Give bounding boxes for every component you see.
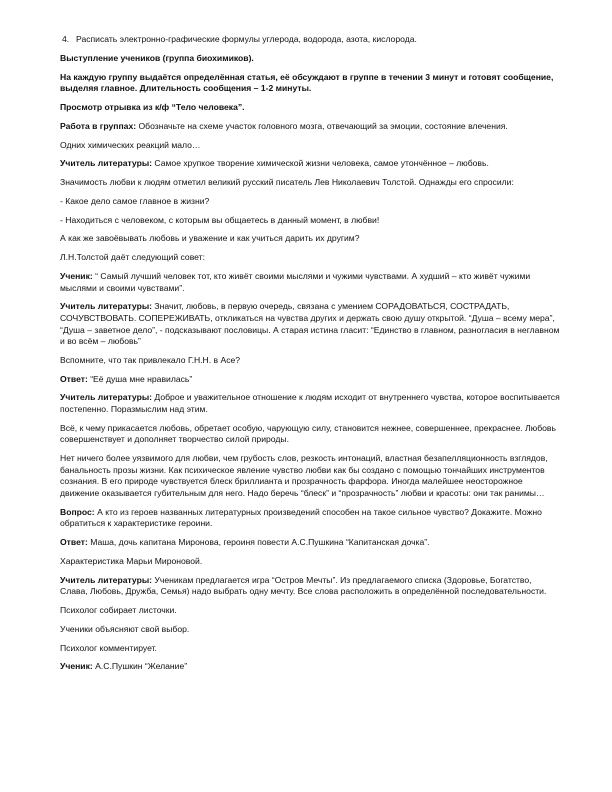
- dialogue-paragraph: [60, 392, 560, 415]
- speaker-label: Вопрос:: [60, 506, 95, 517]
- bold-heading-paragraph: Просмотр отрывка из к/ф “Тело человека”.: [60, 101, 245, 112]
- dialogue-paragraph: [60, 537, 560, 549]
- body-paragraph: Психолог собирает листочки.: [60, 605, 177, 616]
- dialogue-paragraph: [60, 507, 560, 530]
- list-number: 4.: [62, 34, 70, 44]
- dialogue-paragraph: [60, 121, 560, 133]
- speaker-text: Обозначьте на схеме участок головного мозга, отвечающий за эмоции, состояние влечения.: [136, 120, 508, 131]
- speaker-label: Ученик:: [60, 270, 93, 281]
- body-paragraph: Вспомните, что так привлекало Г.Н.Н. в Асе?: [60, 354, 241, 365]
- body-paragraph: Л.Н.Толстой даёт следующий совет:: [60, 252, 205, 263]
- speaker-label: Ученик:: [60, 661, 93, 672]
- speaker-text: “Её душа мне нравилась”: [87, 373, 193, 384]
- bold-heading-paragraph: Выступление учеников (группа биохимиков).: [60, 52, 254, 63]
- body-paragraph: Значимость любви к людям отметил великий русский писатель Лев Николаевич Толстой. Однажды его спросили:: [60, 177, 514, 188]
- body-paragraph: Всё, к чему прикасается любовь, обретает особую, чарующую силу, становится нежнее, совершеннее, прекраснее. Любовь совершенствует и дополняет творчество силой природы.: [60, 422, 556, 445]
- list-item-text: Расписать электронно-графические формулы углерода, водорода, азота, кислорода.: [76, 34, 417, 44]
- speaker-label: Ответ:: [60, 373, 88, 384]
- numbered-list-item: [60, 34, 560, 46]
- body-paragraph: - Какое дело самое главное в жизни?: [60, 195, 210, 206]
- speaker-text: “ Самый лучший человек тот, кто живёт своими мыслями и чужими чувствами. А худший – кто живёт чужими мыслями и своими чувствами”.: [60, 270, 531, 293]
- speaker-text: А кто из героев названных литературных произведений способен на такое сильное чувство? Докажите. Можно обратиться к характеристике героини.: [60, 506, 542, 529]
- speaker-label: Учитель литературы:: [60, 574, 153, 585]
- dialogue-paragraph: [60, 271, 560, 294]
- speaker-label: Учитель литературы:: [60, 301, 153, 312]
- body-paragraph: Психолог комментирует.: [60, 642, 157, 653]
- dialogue-paragraph: [60, 374, 560, 386]
- speaker-text: Доброе и уважительное отношение к людям исходит от внутреннего чувства, которое воспитывается постепенно. Поразмыслим над этим.: [60, 392, 560, 415]
- document-page: [60, 34, 560, 680]
- body-paragraph: Одних химических реакций мало…: [60, 139, 201, 150]
- dialogue-paragraph: [60, 575, 560, 598]
- speaker-text: Самое хрупкое творение химической жизни человека, самое утончённое – любовь.: [152, 158, 489, 169]
- speaker-text: Ученикам предлагается игра “Остров Мечты”. Из предлагаемого списка (Здоровье, Богатство, Слава, Любовь, Дружба, Семья) надо выбрать одну мечту. Все слова расположить в определённой последовательности.: [60, 574, 547, 597]
- speaker-label: Учитель литературы:: [60, 392, 153, 403]
- speaker-text: А.С.Пушкин “Желание”: [92, 661, 188, 672]
- body-paragraph: Характеристика Марьи Мироновой.: [60, 555, 203, 566]
- speaker-text: Маша, дочь капитана Миронова, героиня повести А.С.Пушкина “Капитанская дочка”.: [87, 537, 430, 548]
- body-paragraph: Нет ничего более уязвимого для любви, чем грубость слов, резкость интонаций, властная безапелляционность взглядов, банальность прозы жизни. Как психическое явление чувство любви как бы создано с помощью тончайших инструментов сознания. В его природе чувствуется блеск бриллианта и прозрачность фарфора. Иногда малейшее неосторожное движение оказывается губительным для него. Надо беречь “блеск” и “прозрачность” любви и красоты: они так ранимы…: [60, 453, 548, 498]
- speaker-text: Значит, любовь, в первую очередь, связана с умением СОРАДОВАТЬСЯ, СОСТРАДАТЬ, СОЧУВСТВОВАТЬ. СОПЕРЕЖИВАТЬ, откликаться на чувства других и держать свою душу открытой. “Душа – всему мера”, “Душа – заветное дело”, - подсказывают пословицы. А старая истина гласит: “Единство в главном, разногласия в неглавном и во всём – любовь”: [60, 301, 560, 347]
- body-paragraph: Ученики объясняют свой выбор.: [60, 623, 190, 634]
- bold-heading-paragraph: На каждую группу выдаётся определённая статья, её обсуждают в группе в течении 3 минут и готовят сообщение, выделяя главное. Длительность сообщения – 1-2 минуты.: [60, 71, 554, 94]
- speaker-label: Работа в группах:: [60, 120, 137, 131]
- speaker-label: Ответ:: [60, 537, 88, 548]
- body-paragraph: А как же завоёвывать любовь и уважение и как учиться дарить их другим?: [60, 233, 360, 244]
- speaker-label: Учитель литературы:: [60, 158, 153, 169]
- dialogue-paragraph: [60, 661, 560, 673]
- dialogue-paragraph: [60, 158, 560, 170]
- dialogue-paragraph: [60, 301, 560, 347]
- body-paragraph: - Находиться с человеком, с которым вы общаетесь в данный момент, в любви!: [60, 214, 380, 225]
